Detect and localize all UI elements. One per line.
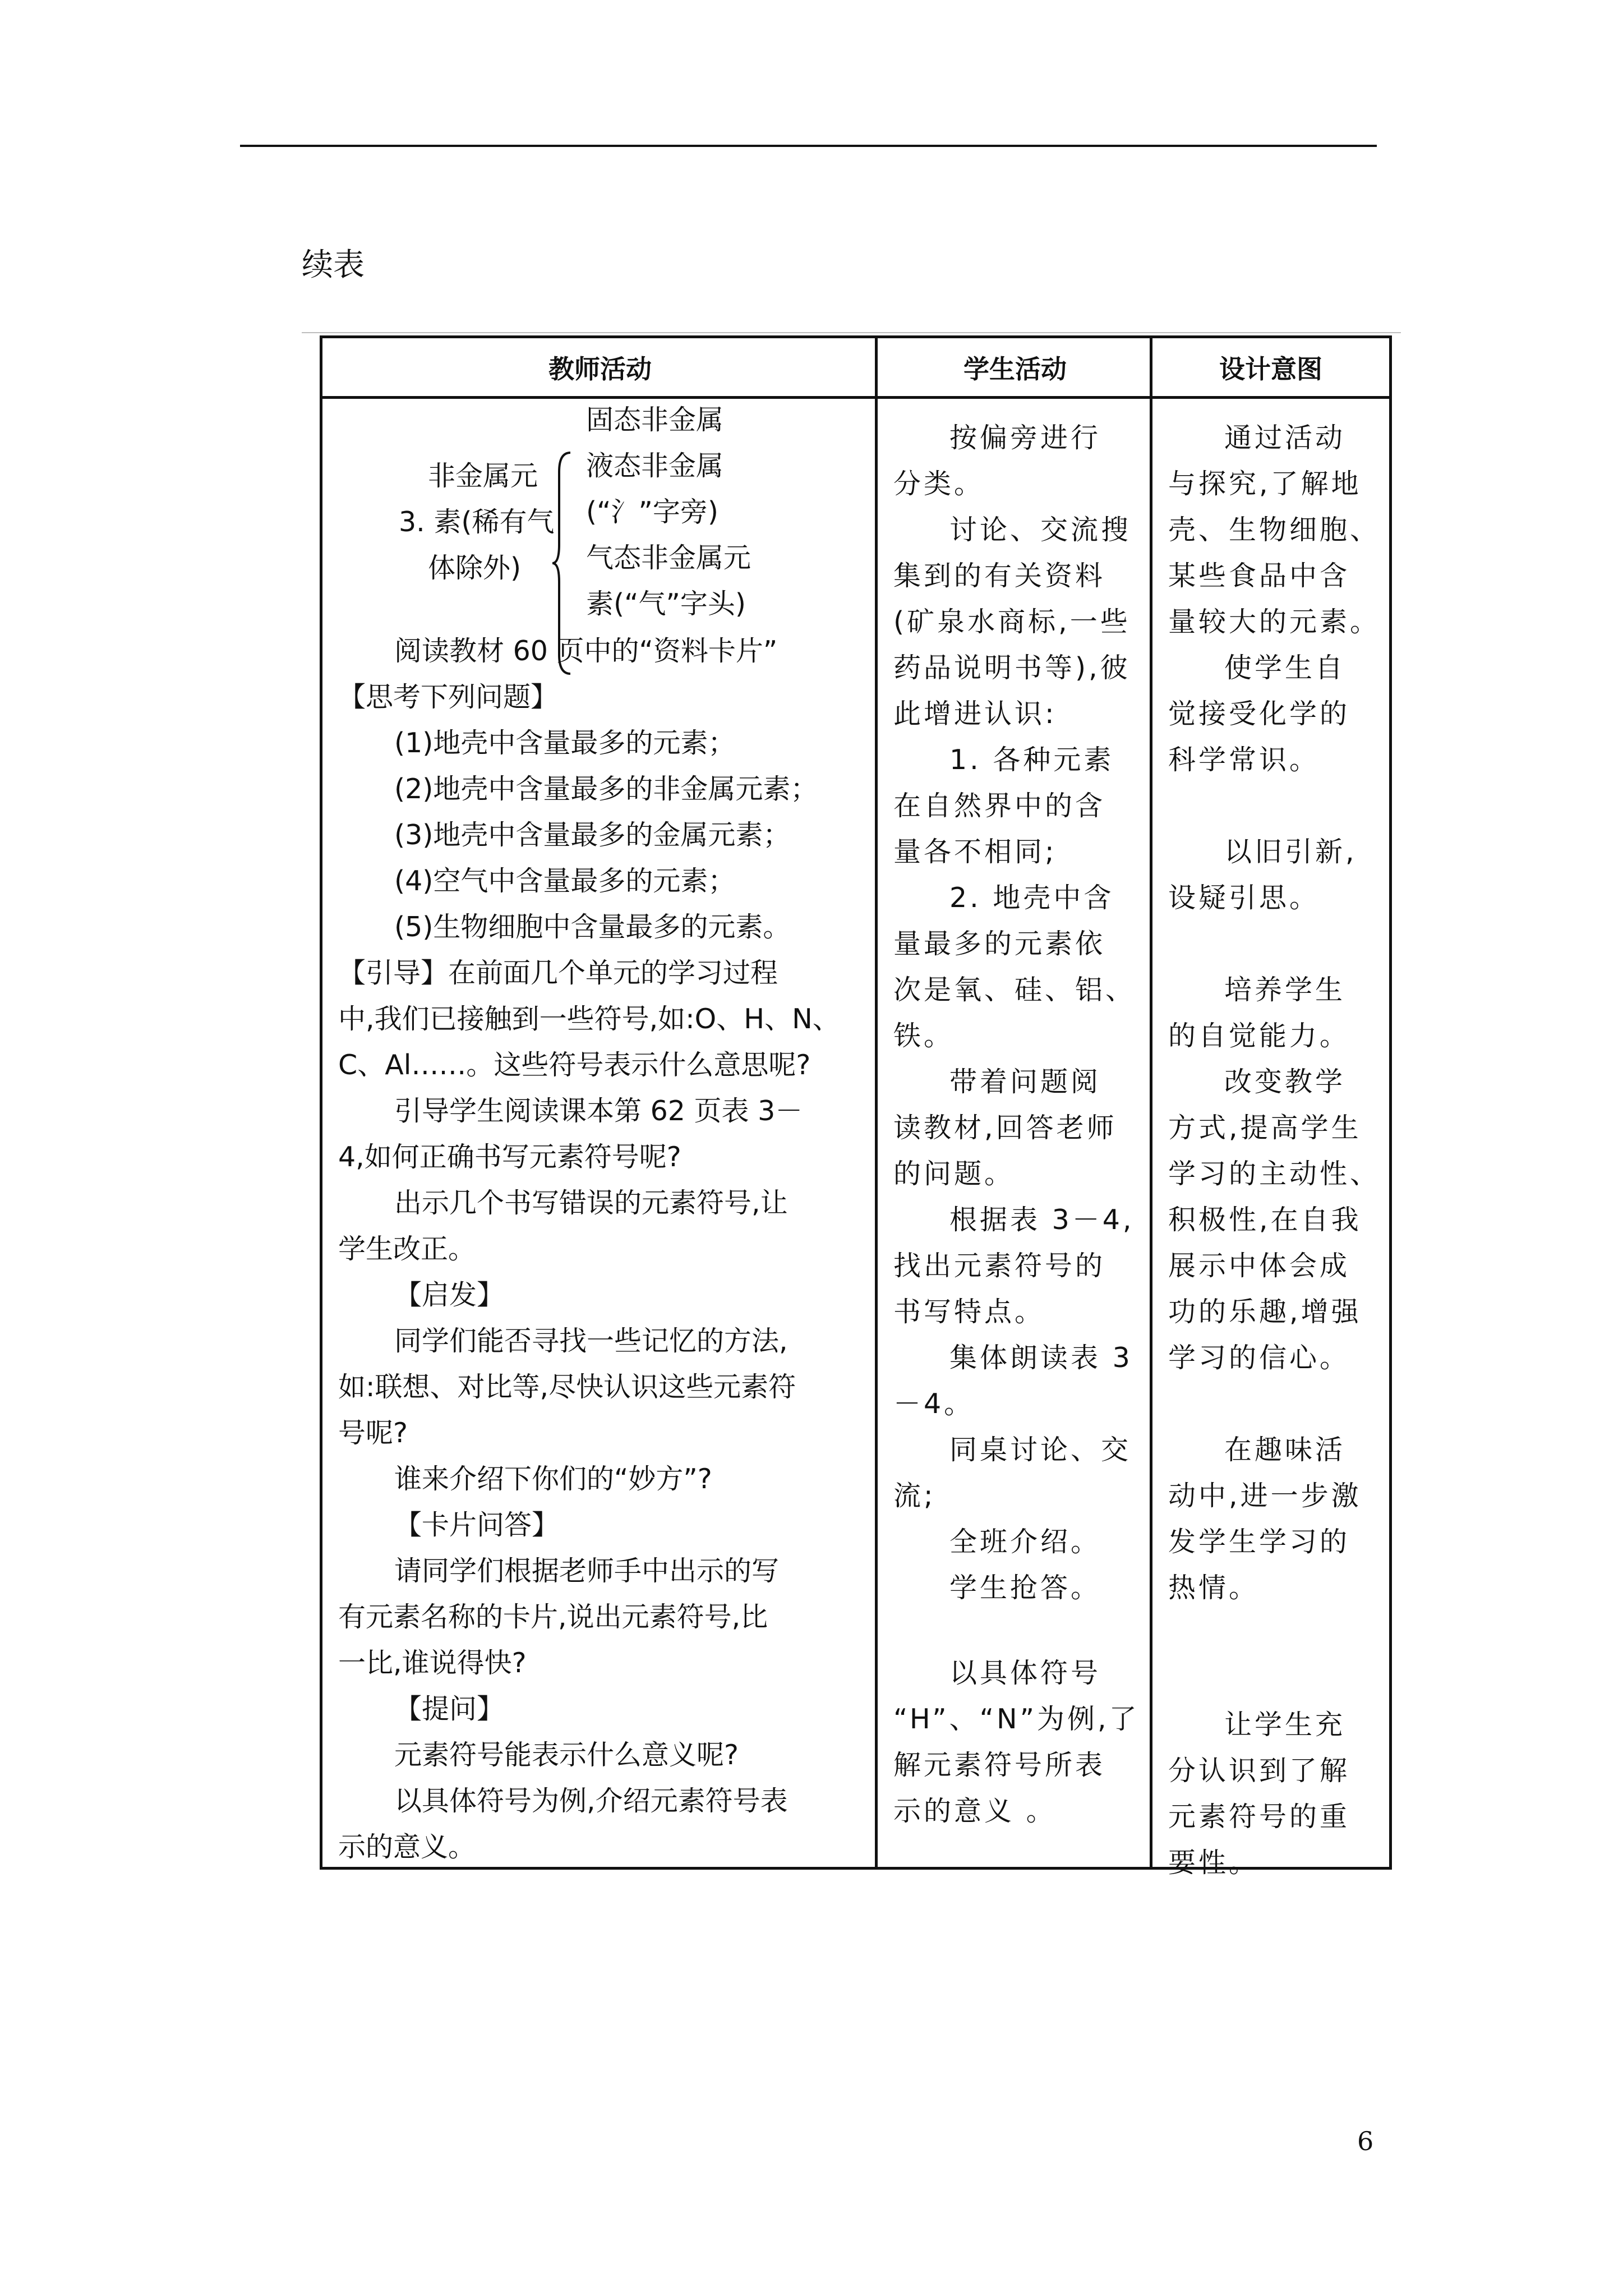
page-number: 6 bbox=[1357, 2126, 1374, 2156]
design-text-line: 改变教学 bbox=[1224, 1066, 1346, 1098]
teacher-text-line: 一比,谁说得快? bbox=[338, 1647, 527, 1679]
teacher-text-line: 引导学生阅读课本第 62 页表 3－ bbox=[394, 1095, 803, 1127]
student-text-line: 讨论、交流搜 bbox=[949, 514, 1132, 546]
student-activity-cell bbox=[878, 399, 1150, 1867]
student-text-line: 集体朗读表 3 bbox=[949, 1342, 1133, 1374]
teacher-text-line: (4)空气中含量最多的元素； bbox=[394, 865, 736, 897]
student-text-line: 学生抢答。 bbox=[949, 1572, 1101, 1604]
design-text-line: 觉接受化学的 bbox=[1168, 698, 1350, 730]
teacher-text-line: 谁来介绍下你们的“妙方”? bbox=[394, 1463, 712, 1495]
student-text-line: 1. 各种元素 bbox=[949, 744, 1114, 776]
table-caption: 续表 bbox=[302, 247, 365, 283]
student-text-line: 此增进认识: bbox=[893, 698, 1057, 730]
design-text-line: 某些食品中含 bbox=[1168, 560, 1350, 592]
design-text-line: 积极性,在自我 bbox=[1168, 1204, 1362, 1236]
student-text-line: 根据表 3－4, bbox=[949, 1204, 1135, 1236]
design-text-line: 要性。 bbox=[1168, 1847, 1260, 1879]
design-text-line: 热情。 bbox=[1168, 1572, 1260, 1604]
teacher-text-line: 【卡片问答】 bbox=[394, 1509, 560, 1541]
design-text-line: 功的乐趣,增强 bbox=[1168, 1296, 1362, 1328]
classification-item: (“氵”字旁) bbox=[586, 496, 719, 528]
student-text-line: 次是氧、硅、铝、 bbox=[893, 974, 1136, 1006]
classification-item: 气态非金属元 bbox=[586, 542, 751, 574]
student-text-line: 读教材,回答老师 bbox=[893, 1112, 1117, 1144]
student-text-line: 找出元素符号的 bbox=[893, 1250, 1106, 1282]
student-text-line: －4。 bbox=[893, 1388, 975, 1420]
student-text-line: 量各不相同; bbox=[893, 836, 1057, 868]
header-design: 设计意图 bbox=[1152, 338, 1389, 399]
teacher-text-line: 同学们能否寻找一些记忆的方法, bbox=[394, 1325, 788, 1357]
classification-label: 体除外) bbox=[428, 552, 522, 584]
student-text-line: 以具体符号 bbox=[949, 1657, 1101, 1689]
teacher-activity-cell bbox=[322, 399, 875, 1867]
student-text-line: 的问题。 bbox=[893, 1158, 1015, 1190]
classification-label: 非金属元 bbox=[428, 460, 538, 492]
student-text-line: 同桌讨论、交 bbox=[949, 1434, 1132, 1466]
teacher-text-line: 4,如何正确书写元素符号呢? bbox=[338, 1141, 681, 1173]
student-text-line: 铁。 bbox=[893, 1020, 955, 1052]
classification-item: 素(“气”字头) bbox=[586, 588, 746, 620]
student-text-line: 分类。 bbox=[893, 468, 985, 500]
header-student: 学生活动 bbox=[878, 338, 1152, 399]
design-text-line: 设疑引思。 bbox=[1168, 882, 1320, 914]
student-text-line: 全班介绍。 bbox=[949, 1526, 1101, 1558]
design-intent-cell bbox=[1152, 399, 1389, 1879]
design-text-line: 让学生充 bbox=[1224, 1709, 1346, 1741]
student-text-line: 2. 地壳中含 bbox=[949, 882, 1114, 914]
teacher-text-line: 出示几个书写错误的元素符号,让 bbox=[394, 1187, 788, 1219]
design-text-line: 在趣味活 bbox=[1224, 1434, 1346, 1466]
teacher-text-line: 请同学们根据老师手中出示的写 bbox=[394, 1555, 780, 1587]
teacher-text-line: (1)地壳中含量最多的元素； bbox=[394, 727, 736, 759]
teacher-text-line: 【提问】 bbox=[394, 1693, 505, 1725]
teacher-text-line: (2)地壳中含量最多的非金属元素； bbox=[394, 773, 818, 805]
header-rule bbox=[240, 145, 1377, 147]
student-text-line: 集到的有关资料 bbox=[893, 560, 1106, 592]
teacher-text-line: 示的意义。 bbox=[338, 1831, 476, 1863]
teacher-text-line: 【启发】 bbox=[394, 1279, 505, 1311]
teacher-text-line: 号呢? bbox=[338, 1417, 408, 1449]
teacher-text-line: C、Al……。这些符号表示什么意思呢? bbox=[338, 1049, 811, 1081]
design-text-line: 与探究,了解地 bbox=[1168, 468, 1362, 500]
teacher-text-line: 以具体符号为例,介绍元素符号表 bbox=[394, 1785, 788, 1817]
design-text-line: 发学生学习的 bbox=[1168, 1526, 1350, 1558]
student-text-line: 带着问题阅 bbox=[949, 1066, 1101, 1098]
teacher-text-line: (3)地壳中含量最多的金属元素； bbox=[394, 819, 791, 851]
teacher-text-line: 元素符号能表示什么意义呢? bbox=[394, 1739, 739, 1771]
student-text-line: 示的意义 。 bbox=[893, 1795, 1057, 1827]
student-text-line: 书写特点。 bbox=[893, 1296, 1045, 1328]
design-text-line: 以旧引新, bbox=[1224, 836, 1357, 868]
design-text-line: 方式,提高学生 bbox=[1168, 1112, 1362, 1144]
student-text-line: 药品说明书等),彼 bbox=[893, 652, 1131, 684]
design-text-line: 培养学生 bbox=[1224, 974, 1346, 1006]
teacher-text-line: 【思考下列问题】 bbox=[338, 681, 559, 713]
teacher-text-line: (5)生物细胞中含量最多的元素。 bbox=[394, 911, 791, 943]
design-text-line: 元素符号的重 bbox=[1168, 1801, 1350, 1833]
design-text-line: 展示中体会成 bbox=[1168, 1250, 1350, 1282]
design-text-line: 分认识到了解 bbox=[1168, 1755, 1350, 1787]
scan-line bbox=[302, 332, 1401, 333]
student-text-line: 量最多的元素依 bbox=[893, 928, 1106, 960]
student-text-line: (矿泉水商标,一些 bbox=[893, 606, 1131, 638]
design-text-line: 使学生自 bbox=[1224, 652, 1346, 684]
teacher-text-line: 【引导】在前面几个单元的学习过程 bbox=[338, 957, 778, 989]
student-text-line: 流; bbox=[893, 1480, 936, 1512]
design-text-line: 学习的信心。 bbox=[1168, 1342, 1350, 1374]
design-text-line: 壳、生物细胞、 bbox=[1168, 514, 1381, 546]
design-text-line: 通过活动 bbox=[1224, 422, 1346, 454]
student-text-line: 解元素符号所表 bbox=[893, 1749, 1106, 1781]
student-text-line: 在自然界中的含 bbox=[893, 790, 1106, 822]
classification-item: 固态非金属 bbox=[586, 404, 724, 436]
classification-label: 3. 素(稀有气 bbox=[399, 506, 555, 538]
student-text-line: “H”、“N”为例,了 bbox=[893, 1703, 1140, 1735]
student-text-line: 按偏旁进行 bbox=[949, 422, 1101, 454]
lesson-table bbox=[320, 335, 1392, 1879]
design-text-line: 量较大的元素。 bbox=[1168, 606, 1381, 638]
teacher-text-line: 如:联想、对比等,尽快认识这些元素符 bbox=[338, 1371, 796, 1403]
header-teacher: 教师活动 bbox=[322, 338, 878, 399]
design-text-line: 动中,进一步激 bbox=[1168, 1480, 1362, 1512]
teacher-text-line: 学生改正。 bbox=[338, 1233, 476, 1265]
teacher-text-line: 阅读教材 60 页中的“资料卡片” bbox=[394, 635, 778, 667]
design-text-line: 科学常识。 bbox=[1168, 744, 1320, 776]
design-text-line: 的自觉能力。 bbox=[1168, 1020, 1350, 1052]
design-text-line: 学习的主动性、 bbox=[1168, 1158, 1381, 1190]
teacher-text-line: 中,我们已接触到一些符号,如:O、H、N、 bbox=[338, 1003, 840, 1035]
teacher-text-line: 有元素名称的卡片,说出元素符号,比 bbox=[338, 1601, 768, 1633]
classification-item: 液态非金属 bbox=[586, 450, 724, 482]
